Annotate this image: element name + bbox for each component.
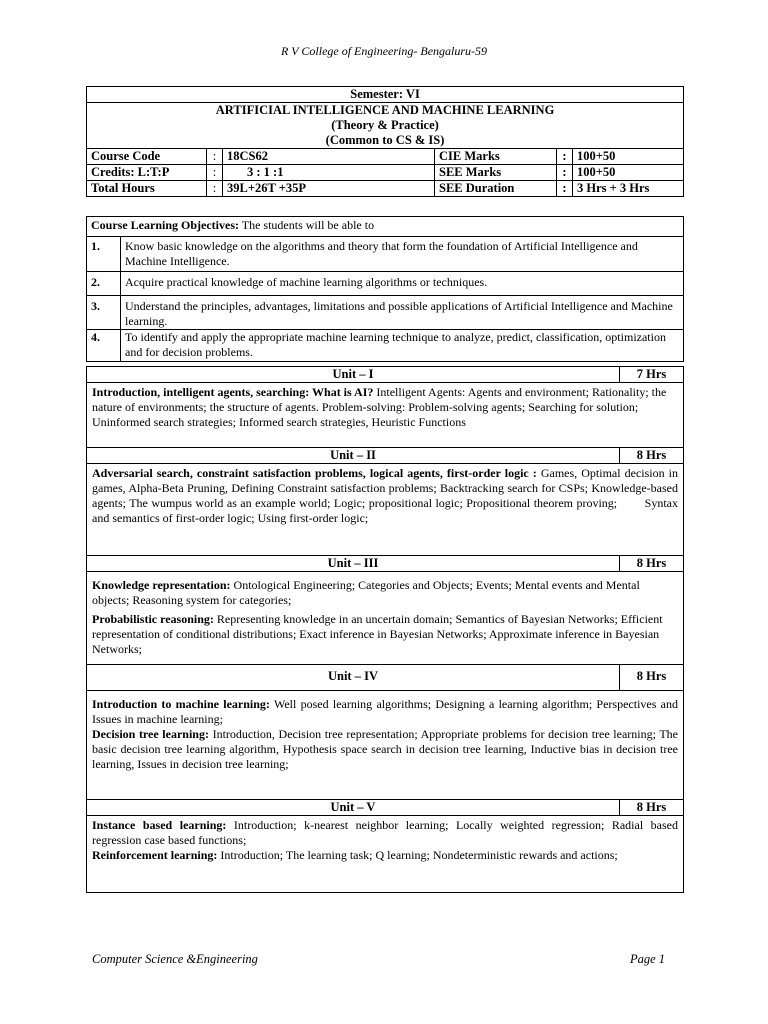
topic-text: Ontological Engineering; Categories and Objects; Events; Mental events and Mental objects; Reasoning system for categories; [92,578,640,607]
unit-header-row [87,448,684,464]
unit-paragraph [92,727,678,772]
unit-paragraph [92,848,678,863]
objective-row [87,272,684,296]
course-info-row [87,165,684,181]
unit-title: Unit – IV [87,665,620,691]
colon: : [557,181,573,197]
unit-hours: 8 Hrs [620,556,684,572]
topic-heading: Adversarial search, constraint satisfaction problems, logical agents, first-order logic : [92,466,537,480]
course-info-row [87,149,684,165]
unit-hours: 8 Hrs [620,800,684,816]
unit-content [87,464,684,556]
unit-paragraph [92,697,678,727]
see-marks-value: 100+50 [573,165,684,181]
units-table [86,366,684,893]
objective-number: 2. [87,272,121,296]
total-hours-label: Total Hours [87,181,207,197]
topic-heading: Probabilistic reasoning: [92,612,214,626]
topic-heading: Knowledge representation: [92,578,231,592]
see-duration-value: 3 Hrs + 3 Hrs [573,181,684,197]
objectives-heading-bold: Course Learning Objectives: [91,218,239,232]
unit-paragraph [92,818,678,848]
unit-content [87,383,684,448]
course-info-table [86,86,684,197]
objectives-heading-rest: The students will be able to [238,218,375,232]
unit-paragraph [92,578,678,608]
credits-value: 3 : 1 :1 [223,165,435,181]
colon: : [557,149,573,165]
unit-paragraph [92,466,681,526]
cie-marks-value: 100+50 [573,149,684,165]
credits-label: Credits: L:T:P [87,165,207,181]
unit-title: Unit – II [87,448,620,464]
course-code-value: 18CS62 [223,149,435,165]
objective-row [87,237,684,272]
course-title: ARTIFICIAL INTELLIGENCE AND MACHINE LEARNING [215,103,555,117]
objective-number: 3. [87,296,121,330]
topic-heading: Introduction, intelligent agents, searching: What is AI? [92,385,374,399]
unit-title: Unit – I [87,367,620,383]
course-title-block [87,103,684,149]
objective-number: 1. [87,237,121,272]
objective-text: Acquire practical knowledge of machine learning algorithms or techniques. [121,272,684,296]
unit-hours: 8 Hrs [620,448,684,464]
unit-hours: 7 Hrs [620,367,684,383]
unit-hours: 8 Hrs [620,665,684,691]
topic-text: Representing knowledge in an uncertain domain; Semantics of Bayesian Networks; Efficient representation of conditional distributions; Exact inference in Bayesian Networks; Approximate inference in Bayesian Networks; [92,612,663,656]
topic-heading: Introduction to machine learning: [92,697,270,711]
objectives-table [86,216,684,362]
course-subtitle-common: (Common to CS & IS) [325,133,445,147]
course-code-label: Course Code [87,149,207,165]
topic-heading: Decision tree learning: [92,727,209,741]
topic-text: Intelligent Agents: Agents and environment; Rationality; the nature of environments; the structure of agents. Problem-solving: Problem-solving agents; Searching for solution; Uninformed search strategies; Informed search strategies, Heuristic Functions [92,385,667,429]
topic-text: Introduction; The learning task; Q learning; Nondeterministic rewards and actions; [217,848,618,862]
unit-content [87,572,684,665]
objective-row [87,296,684,330]
course-subtitle-theory: (Theory & Practice) [331,118,439,132]
topic-text: Games, Optimal decision in games, Alpha-Beta Pruning, Defining Constraint satisfaction problems; Backtracking search for CSPs; Knowledge-based agents; The wumpus world as an example world; Logic; propositional logic; Propositional theorem proving; Syntax and semantics of first-order logic; Using first-order logic; [92,466,681,525]
unit-paragraph [92,612,678,657]
colon: : [207,165,223,181]
course-info-row [87,181,684,197]
unit-content [87,691,684,800]
topic-heading: Instance based learning: [92,818,227,832]
semester-label: Semester: VI [87,87,684,103]
page-header: R V College of Engineering- Bengaluru-59 [280,44,488,58]
unit-content [87,816,684,893]
objective-text: To identify and apply the appropriate machine learning technique to analyze, predict, classification, optimization and for decision problems. [121,330,684,362]
unit-title: Unit – III [87,556,620,572]
unit-header-row [87,367,684,383]
footer-page-number: Page 1 [630,952,666,966]
objective-text: Know basic knowledge on the algorithms and theory that form the foundation of Artificial Intelligence and Machine Intelligence. [121,237,684,272]
unit-header-row [87,556,684,572]
colon: : [207,149,223,165]
cie-marks-label: CIE Marks [435,149,557,165]
see-marks-label: SEE Marks [435,165,557,181]
topic-text: Well posed learning algorithms; Designing a learning algorithm; Perspectives and Issues in machine learning; [92,697,678,726]
topic-text: Introduction; k-nearest neighbor learning; Locally weighted regression; Radial based regression case based functions; [92,818,679,847]
total-hours-value: 39L+26T +35P [223,181,435,197]
see-duration-label: SEE Duration [435,181,557,197]
unit-title: Unit – V [87,800,620,816]
topic-heading: Reinforcement learning: [92,848,218,862]
colon: : [207,181,223,197]
objectives-heading [87,217,684,237]
objective-number: 4. [87,330,121,362]
unit-header-row [87,800,684,816]
topic-text: Introduction, Decision tree representation; Appropriate problems for decision tree learning; The basic decision tree learning algorithm, Hypothesis space search in decision tree learning, Inductive bias in decision tree learning, Issues in decision tree learning; [92,727,678,771]
objective-text: Understand the principles, advantages, limitations and possible applications of Artificial Intelligence and Machine learning. [121,296,684,330]
unit-paragraph [92,385,678,430]
objective-row [87,330,684,362]
unit-header-row [87,665,684,691]
footer-department: Computer Science &Engineering [92,952,258,966]
colon: : [557,165,573,181]
